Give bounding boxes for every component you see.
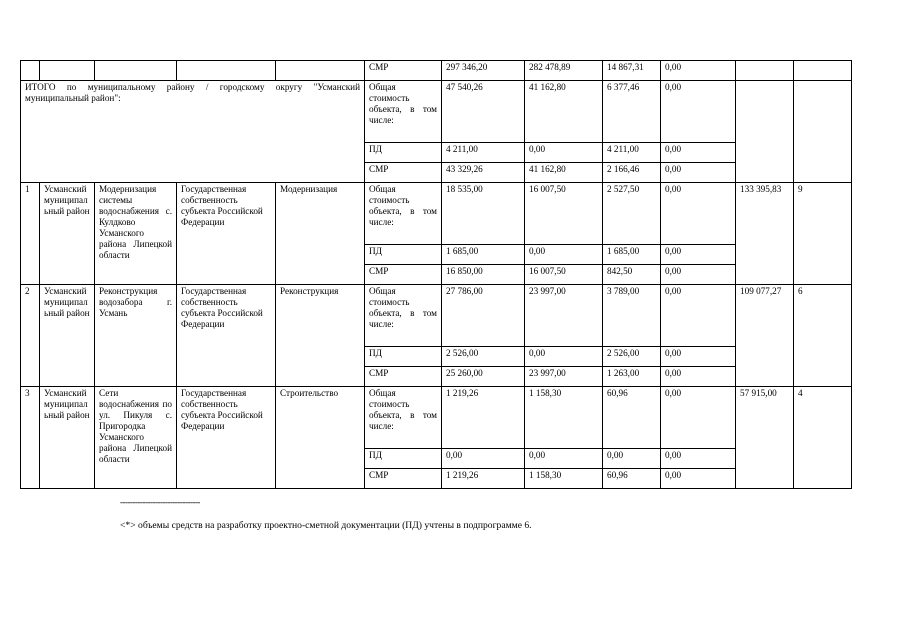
financing-table bbox=[20, 60, 852, 489]
value-cell: 14 867,31 bbox=[603, 61, 661, 81]
table-row bbox=[21, 183, 852, 245]
value-cell: 0,00 bbox=[525, 347, 603, 367]
work-type-cell: Строительство bbox=[276, 387, 365, 489]
empty-cell bbox=[794, 81, 852, 183]
value-cell: 16 007,50 bbox=[525, 265, 603, 285]
capacity-cell: 109 077,27 bbox=[736, 285, 794, 387]
value-cell: 282 478,89 bbox=[525, 61, 603, 81]
district-cell: Усманский муниципальный район bbox=[40, 387, 95, 489]
cost-type-cell: ПД bbox=[365, 347, 442, 367]
value-cell: 23 997,00 bbox=[525, 285, 603, 347]
table-row bbox=[21, 387, 852, 449]
empty-cell bbox=[177, 61, 276, 81]
value-cell: 1 219,26 bbox=[442, 469, 525, 489]
value-cell: 0,00 bbox=[661, 285, 736, 347]
cost-type-cell: ПД bbox=[365, 449, 442, 469]
value-cell: 18 535,00 bbox=[442, 183, 525, 245]
value-cell: 0,00 bbox=[661, 143, 736, 163]
cost-type-cell: ПД bbox=[365, 245, 442, 265]
cost-type-cell: СМР bbox=[365, 367, 442, 387]
value-cell: 2 527,50 bbox=[603, 183, 661, 245]
empty-cell bbox=[736, 81, 794, 183]
table-row bbox=[21, 81, 852, 143]
ownership-cell: Государственная собственность субъекта Российской Федерации bbox=[177, 183, 276, 285]
value-cell: 0,00 bbox=[525, 245, 603, 265]
value-cell: 60,96 bbox=[603, 387, 661, 449]
count-cell: 6 bbox=[794, 285, 852, 387]
value-cell: 47 540,26 bbox=[442, 81, 525, 143]
value-cell: 23 997,00 bbox=[525, 367, 603, 387]
ownership-cell: Государственная собственность субъекта Российской Федерации bbox=[177, 387, 276, 489]
row-number-cell: 1 bbox=[21, 183, 40, 285]
ownership-cell: Государственная собственность субъекта Российской Федерации bbox=[177, 285, 276, 387]
value-cell: 0,00 bbox=[661, 183, 736, 245]
cost-type-cell: СМР bbox=[365, 469, 442, 489]
empty-cell bbox=[736, 61, 794, 81]
capacity-cell: 133 395,83 bbox=[736, 183, 794, 285]
value-cell: 25 260,00 bbox=[442, 367, 525, 387]
cost-type-cell: СМР bbox=[365, 265, 442, 285]
district-cell: Усманский муниципальный район bbox=[40, 183, 95, 285]
total-label-cell: ИТОГО по муниципальному району / городскому округу "Усманский муниципальный район": bbox=[21, 81, 365, 183]
value-cell: 0,00 bbox=[661, 245, 736, 265]
value-cell: 1 158,30 bbox=[525, 387, 603, 449]
empty-cell bbox=[40, 61, 95, 81]
cost-type-cell: Общая стоимость объекта, в том числе: bbox=[365, 387, 442, 449]
value-cell: 0,00 bbox=[661, 367, 736, 387]
empty-cell bbox=[794, 61, 852, 81]
work-type-cell: Реконструкция bbox=[276, 285, 365, 387]
cost-type-cell: Общая стоимость объекта, в том числе: bbox=[365, 81, 442, 143]
table-row bbox=[21, 285, 852, 347]
value-cell: 0,00 bbox=[661, 163, 736, 183]
value-cell: 1 158,30 bbox=[525, 469, 603, 489]
value-cell: 4 211,00 bbox=[603, 143, 661, 163]
district-cell: Усманский муниципальный район bbox=[40, 285, 95, 387]
object-name-cell: Сети водоснабжения по ул. Пикуля с. Пригородка Усманского района Липецкой области bbox=[95, 387, 177, 489]
value-cell: 6 377,46 bbox=[603, 81, 661, 143]
value-cell: 1 219,26 bbox=[442, 387, 525, 449]
value-cell: 0,00 bbox=[442, 449, 525, 469]
value-cell: 1 685,00 bbox=[442, 245, 525, 265]
value-cell: 41 162,80 bbox=[525, 81, 603, 143]
capacity-cell: 57 915,00 bbox=[736, 387, 794, 489]
footnote-text: <*> объемы средств на разработку проектно-сметной документации (ПД) учтены в подпрограмме 6. bbox=[120, 520, 532, 531]
row-number-cell: 2 bbox=[21, 285, 40, 387]
value-cell: 0,00 bbox=[661, 469, 736, 489]
table-row bbox=[21, 61, 852, 81]
cost-type-cell: Общая стоимость объекта, в том числе: bbox=[365, 285, 442, 347]
value-cell: 0,00 bbox=[661, 265, 736, 285]
value-cell: 27 786,00 bbox=[442, 285, 525, 347]
value-cell: 297 346,20 bbox=[442, 61, 525, 81]
value-cell: 4 211,00 bbox=[442, 143, 525, 163]
value-cell: 0,00 bbox=[661, 81, 736, 143]
cost-type-cell: СМР bbox=[365, 61, 442, 81]
value-cell: 2 526,00 bbox=[442, 347, 525, 367]
value-cell: 0,00 bbox=[661, 61, 736, 81]
table-body bbox=[21, 61, 852, 489]
cost-type-cell: Общая стоимость объекта, в том числе: bbox=[365, 183, 442, 245]
empty-cell bbox=[21, 61, 40, 81]
value-cell: 16 007,50 bbox=[525, 183, 603, 245]
count-cell: 4 bbox=[794, 387, 852, 489]
value-cell: 3 789,00 bbox=[603, 285, 661, 347]
value-cell: 1 263,00 bbox=[603, 367, 661, 387]
value-cell: 60,96 bbox=[603, 469, 661, 489]
value-cell: 43 329,26 bbox=[442, 163, 525, 183]
footnote-separator: -------------------------------- bbox=[120, 497, 200, 507]
empty-cell bbox=[95, 61, 177, 81]
value-cell: 2 166,46 bbox=[603, 163, 661, 183]
count-cell: 9 bbox=[794, 183, 852, 285]
value-cell: 2 526,00 bbox=[603, 347, 661, 367]
work-type-cell: Модернизация bbox=[276, 183, 365, 285]
row-number-cell: 3 bbox=[21, 387, 40, 489]
object-name-cell: Модернизация системы водоснабжения с. Кулдково Усманского района Липецкой области bbox=[95, 183, 177, 285]
value-cell: 0,00 bbox=[525, 449, 603, 469]
value-cell: 0,00 bbox=[661, 449, 736, 469]
cost-type-cell: ПД bbox=[365, 143, 442, 163]
value-cell: 0,00 bbox=[661, 387, 736, 449]
value-cell: 1 685,00 bbox=[603, 245, 661, 265]
value-cell: 0,00 bbox=[603, 449, 661, 469]
value-cell: 0,00 bbox=[525, 143, 603, 163]
value-cell: 842,50 bbox=[603, 265, 661, 285]
empty-cell bbox=[276, 61, 365, 81]
object-name-cell: Реконструкция водозабора г. Усмань bbox=[95, 285, 177, 387]
cost-type-cell: СМР bbox=[365, 163, 442, 183]
value-cell: 16 850,00 bbox=[442, 265, 525, 285]
value-cell: 41 162,80 bbox=[525, 163, 603, 183]
value-cell: 0,00 bbox=[661, 347, 736, 367]
